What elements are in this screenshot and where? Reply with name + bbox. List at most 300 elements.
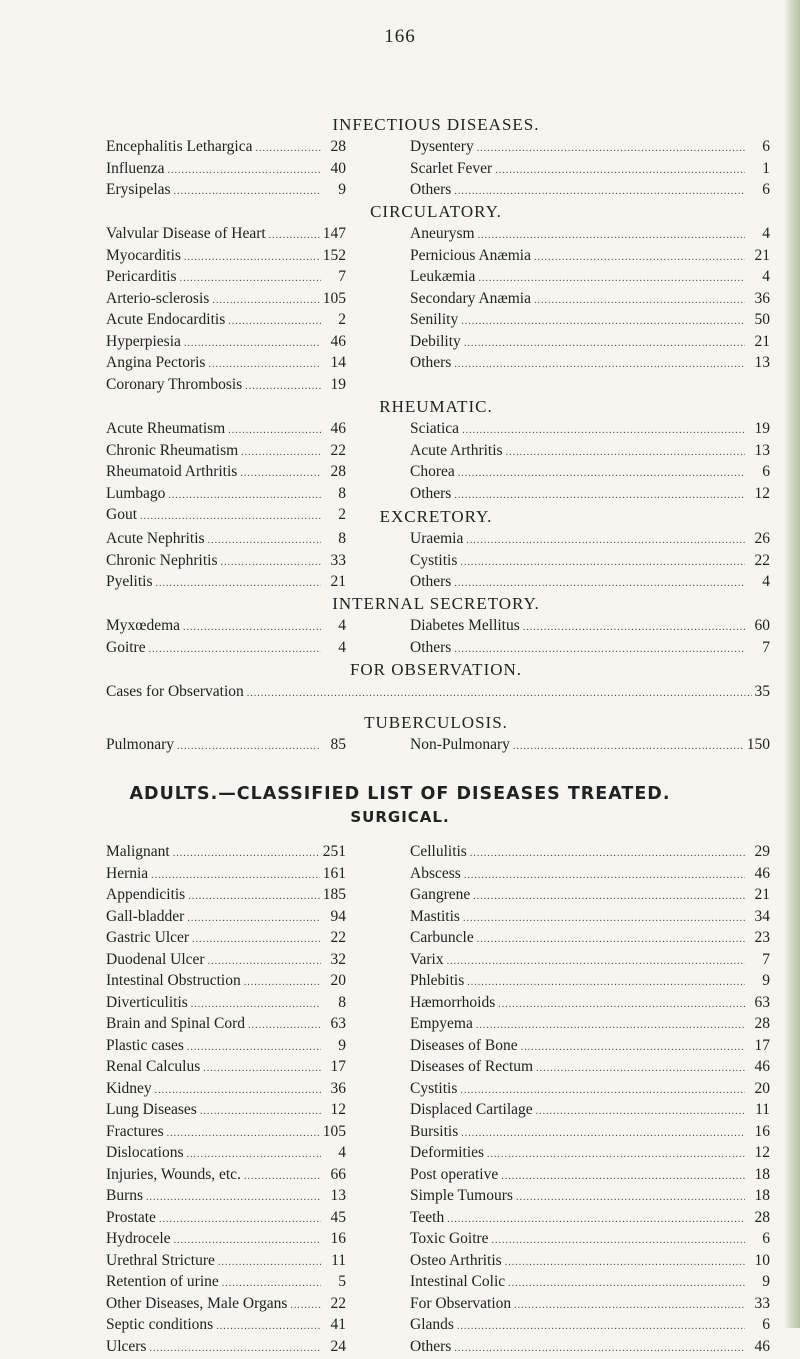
entry-label: Coronary Thrombosis bbox=[106, 374, 242, 396]
leader-dots bbox=[514, 1295, 745, 1317]
entry-value: 8 bbox=[324, 528, 346, 550]
table-row bbox=[106, 927, 766, 949]
leader-dots bbox=[478, 268, 745, 290]
table-row bbox=[106, 374, 766, 396]
right-entry bbox=[410, 906, 770, 930]
leader-dots bbox=[454, 639, 745, 661]
leader-dots bbox=[478, 225, 745, 247]
right-entry bbox=[410, 331, 770, 355]
entry-label: Displaced Cartilage bbox=[410, 1099, 533, 1121]
right-entry bbox=[410, 1121, 770, 1145]
table-row bbox=[106, 1035, 766, 1057]
right-entry bbox=[410, 1293, 770, 1317]
right-entry bbox=[410, 1250, 770, 1274]
table-row bbox=[106, 266, 766, 288]
entry-value: 29 bbox=[748, 841, 770, 863]
entry-label: Sciatica bbox=[410, 418, 459, 440]
entry-value: 152 bbox=[323, 245, 346, 267]
right-entry bbox=[410, 841, 770, 865]
right-entry bbox=[410, 1035, 770, 1059]
section-rows bbox=[106, 681, 766, 703]
leader-dots bbox=[174, 181, 321, 203]
table-row bbox=[106, 1271, 766, 1293]
left-entry bbox=[106, 992, 346, 1016]
entry-value: 34 bbox=[748, 906, 770, 928]
entry-label: Myocarditis bbox=[106, 245, 181, 267]
leader-dots bbox=[248, 1015, 321, 1037]
entry-label: Bursitis bbox=[410, 1121, 458, 1143]
entry-value: 85 bbox=[324, 734, 346, 756]
table-row bbox=[106, 681, 766, 703]
leader-dots bbox=[487, 1144, 745, 1166]
right-entry bbox=[410, 1078, 770, 1102]
entry-value: 6 bbox=[748, 461, 770, 483]
entry-label: Diverticulitis bbox=[106, 992, 188, 1014]
leader-dots bbox=[454, 181, 745, 203]
left-entry bbox=[106, 1099, 346, 1123]
entry-label: For Observation bbox=[410, 1293, 511, 1315]
table-row bbox=[106, 615, 766, 637]
section-internal-secretory bbox=[106, 593, 766, 658]
entry-label: Influenza bbox=[106, 158, 165, 180]
leader-dots bbox=[247, 683, 752, 705]
table-row bbox=[106, 461, 766, 483]
table-row bbox=[106, 418, 766, 440]
table-row bbox=[106, 288, 766, 310]
entry-value: 46 bbox=[748, 1056, 770, 1078]
entry-value: 9 bbox=[748, 1271, 770, 1293]
right-entry bbox=[410, 1336, 770, 1359]
leader-dots bbox=[187, 1037, 321, 1059]
table-row bbox=[106, 970, 766, 992]
leader-dots bbox=[255, 138, 321, 160]
entry-value: 2 bbox=[324, 309, 346, 331]
entry-value: 2 bbox=[324, 504, 346, 526]
entry-value: 150 bbox=[747, 734, 770, 756]
entry-label: Gout bbox=[106, 504, 137, 526]
entry-value: 28 bbox=[324, 136, 346, 158]
adults-title: ADULTS.—CLASSIFIED LIST OF DISEASES TREATED. bbox=[0, 784, 800, 804]
left-entry bbox=[106, 1271, 346, 1295]
leader-dots bbox=[477, 138, 745, 160]
entry-label: Lung Diseases bbox=[106, 1099, 197, 1121]
entry-value: 26 bbox=[748, 528, 770, 550]
table-row bbox=[106, 1185, 766, 1207]
table-row bbox=[106, 352, 766, 374]
entry-label: Intestinal Obstruction bbox=[106, 970, 241, 992]
entry-label: Abscess bbox=[410, 863, 461, 885]
entry-label: Goitre bbox=[106, 637, 146, 659]
leader-dots bbox=[188, 886, 320, 908]
section-rows bbox=[106, 615, 766, 658]
entry-value: 105 bbox=[323, 1121, 346, 1143]
entry-value: 105 bbox=[323, 288, 346, 310]
leader-dots bbox=[149, 639, 321, 661]
entry-value: 161 bbox=[323, 863, 346, 885]
leader-dots bbox=[208, 354, 321, 376]
left-entry bbox=[106, 841, 346, 865]
entry-value: 46 bbox=[748, 1336, 770, 1358]
leader-dots bbox=[173, 843, 320, 865]
entry-label: Mastitis bbox=[410, 906, 460, 928]
leader-dots bbox=[146, 1187, 321, 1209]
entry-label: Debility bbox=[410, 331, 461, 353]
table-row bbox=[106, 440, 766, 462]
table-row bbox=[106, 223, 766, 245]
entry-label: Leukæmia bbox=[410, 266, 475, 288]
adults-subtitle: SURGICAL. bbox=[0, 808, 800, 826]
leader-dots bbox=[466, 530, 745, 552]
entry-value: 46 bbox=[324, 331, 346, 353]
entry-value: 5 bbox=[324, 1271, 346, 1293]
entry-value: 60 bbox=[748, 615, 770, 637]
table-row bbox=[106, 1056, 766, 1078]
table-row bbox=[106, 1121, 766, 1143]
leader-dots bbox=[464, 865, 745, 887]
leader-dots bbox=[200, 1101, 321, 1123]
left-entry bbox=[106, 1185, 346, 1209]
entry-value: 22 bbox=[324, 1293, 346, 1315]
leader-dots bbox=[534, 290, 745, 312]
entry-label: Lumbago bbox=[106, 483, 165, 505]
leader-dots bbox=[508, 1273, 745, 1295]
table-row bbox=[106, 906, 766, 928]
entry-label: Phlebitis bbox=[410, 970, 464, 992]
right-entry bbox=[410, 734, 770, 758]
entry-value: 45 bbox=[324, 1207, 346, 1229]
entry-label: Chorea bbox=[410, 461, 455, 483]
entry-label: Dysentery bbox=[410, 136, 474, 158]
leader-dots bbox=[228, 420, 321, 442]
entry-value: 9 bbox=[324, 179, 346, 201]
entry-label: Brain and Spinal Cord bbox=[106, 1013, 245, 1035]
right-entry bbox=[410, 266, 770, 290]
table-row bbox=[106, 309, 766, 331]
leader-dots bbox=[155, 1080, 321, 1102]
entry-value: 1 bbox=[748, 158, 770, 180]
leader-dots bbox=[167, 1123, 320, 1145]
entry-value: 251 bbox=[323, 841, 346, 863]
table-row bbox=[106, 1013, 766, 1035]
entry-value: 19 bbox=[324, 374, 346, 396]
entry-value: 8 bbox=[324, 483, 346, 505]
leader-dots bbox=[513, 736, 744, 758]
entry-label: Prostate bbox=[106, 1207, 156, 1229]
leader-dots bbox=[290, 1295, 321, 1317]
table-row bbox=[106, 1078, 766, 1100]
entry-label: Others bbox=[410, 179, 451, 201]
right-entry bbox=[410, 223, 770, 247]
entry-label: Retention of urine bbox=[106, 1271, 219, 1293]
leader-dots bbox=[536, 1101, 745, 1123]
left-entry bbox=[106, 1336, 346, 1359]
entry-label: Teeth bbox=[410, 1207, 444, 1229]
left-entry bbox=[106, 906, 346, 930]
entry-label: Chronic Nephritis bbox=[106, 550, 218, 572]
entry-value: 12 bbox=[748, 483, 770, 505]
left-entry bbox=[106, 571, 346, 595]
entry-value: 185 bbox=[323, 884, 346, 906]
table-row bbox=[106, 1250, 766, 1272]
right-entry bbox=[410, 992, 770, 1016]
entry-label: Intestinal Colic bbox=[410, 1271, 505, 1293]
right-entry bbox=[410, 288, 770, 312]
left-entry bbox=[106, 223, 346, 247]
entry-value: 21 bbox=[748, 884, 770, 906]
table-row bbox=[106, 1099, 766, 1121]
section-rows bbox=[106, 223, 766, 395]
entry-value: 4 bbox=[748, 571, 770, 593]
entry-label: Gall-bladder bbox=[106, 906, 184, 928]
entry-label: Others bbox=[410, 1336, 451, 1358]
entry-label: Pericarditis bbox=[106, 266, 177, 288]
entry-value: 9 bbox=[748, 970, 770, 992]
section-heading: TUBERCULOSIS. bbox=[106, 712, 766, 734]
entry-value: 23 bbox=[748, 927, 770, 949]
left-entry bbox=[106, 1056, 346, 1080]
entry-value: 11 bbox=[324, 1250, 346, 1272]
entry-label: Cellulitis bbox=[410, 841, 467, 863]
right-entry bbox=[410, 863, 770, 887]
entry-label: Diseases of Bone bbox=[410, 1035, 518, 1057]
right-entry bbox=[410, 637, 770, 661]
table-row bbox=[106, 1228, 766, 1250]
entry-label: Senility bbox=[410, 309, 458, 331]
entry-value: 4 bbox=[324, 615, 346, 637]
leader-dots bbox=[534, 247, 745, 269]
entry-value: 36 bbox=[748, 288, 770, 310]
leader-dots bbox=[149, 1338, 321, 1359]
entry-value: 12 bbox=[748, 1142, 770, 1164]
entry-label: Cystitis bbox=[410, 1078, 457, 1100]
right-entry bbox=[410, 615, 770, 639]
left-entry bbox=[106, 637, 346, 661]
left-entry bbox=[106, 1207, 346, 1231]
section-excretory bbox=[106, 506, 766, 593]
leader-dots bbox=[460, 1080, 745, 1102]
right-entry bbox=[410, 1185, 770, 1209]
entry-label: Kidney bbox=[106, 1078, 152, 1100]
table-row bbox=[106, 1142, 766, 1164]
section-for-observation bbox=[106, 659, 766, 703]
leader-dots bbox=[180, 268, 321, 290]
left-entry bbox=[106, 331, 346, 355]
entry-value: 13 bbox=[748, 440, 770, 462]
table-row bbox=[106, 734, 766, 756]
leader-dots bbox=[183, 617, 321, 639]
left-entry bbox=[106, 884, 346, 908]
table-row bbox=[106, 884, 766, 906]
left-entry bbox=[106, 483, 346, 507]
leader-dots bbox=[495, 160, 745, 182]
right-entry bbox=[410, 418, 770, 442]
right-entry bbox=[410, 461, 770, 485]
entry-value: 10 bbox=[748, 1250, 770, 1272]
table-row bbox=[106, 1293, 766, 1315]
table-row bbox=[106, 550, 766, 572]
table-row bbox=[106, 863, 766, 885]
leader-dots bbox=[241, 442, 321, 464]
left-entry bbox=[106, 179, 346, 203]
table-row bbox=[106, 528, 766, 550]
left-entry bbox=[106, 734, 346, 758]
section-rows bbox=[106, 841, 766, 1357]
entry-label: Others bbox=[410, 571, 451, 593]
leader-dots bbox=[184, 247, 320, 269]
table-row bbox=[106, 1314, 766, 1336]
table-row bbox=[106, 992, 766, 1014]
entry-label: Hydrocele bbox=[106, 1228, 171, 1250]
leader-dots bbox=[461, 1123, 745, 1145]
leader-dots bbox=[168, 485, 321, 507]
leader-dots bbox=[505, 1252, 745, 1274]
entry-label: Encephalitis Lethargica bbox=[106, 136, 252, 158]
leader-dots bbox=[457, 1316, 745, 1338]
entry-value: 8 bbox=[324, 992, 346, 1014]
entry-label: Hæmorrhoids bbox=[410, 992, 495, 1014]
entry-value: 41 bbox=[324, 1314, 346, 1336]
entry-value: 21 bbox=[324, 571, 346, 593]
leader-dots bbox=[244, 972, 321, 994]
left-entry bbox=[106, 528, 346, 552]
section-circulatory bbox=[106, 201, 766, 395]
entry-label: Scarlet Fever bbox=[410, 158, 492, 180]
right-entry bbox=[410, 927, 770, 951]
entry-label: Cystitis bbox=[410, 550, 457, 572]
right-entry bbox=[410, 179, 770, 203]
entry-label: Gangrene bbox=[410, 884, 470, 906]
entry-label: Renal Calculus bbox=[106, 1056, 200, 1078]
table-row bbox=[106, 483, 766, 505]
entry-label: Acute Arthritis bbox=[410, 440, 503, 462]
leader-dots bbox=[244, 1166, 321, 1188]
left-entry bbox=[106, 1250, 346, 1274]
leader-dots bbox=[521, 1037, 745, 1059]
section-rows bbox=[106, 136, 766, 201]
right-entry bbox=[410, 528, 770, 552]
table-row bbox=[106, 1207, 766, 1229]
page-number: 166 bbox=[0, 26, 800, 48]
entry-label: Hyperpiesia bbox=[106, 331, 181, 353]
leader-dots bbox=[156, 573, 321, 595]
left-entry bbox=[106, 1228, 346, 1252]
entry-value: 24 bbox=[324, 1336, 346, 1358]
entry-value: 63 bbox=[324, 1013, 346, 1035]
entry-label: Deformities bbox=[410, 1142, 484, 1164]
left-entry bbox=[106, 1121, 346, 1145]
entry-label: Aneurysm bbox=[410, 223, 475, 245]
right-entry bbox=[410, 352, 770, 376]
section-heading: INTERNAL SECRETORY. bbox=[106, 593, 766, 615]
leader-dots bbox=[454, 573, 745, 595]
entry-label: Ulcers bbox=[106, 1336, 146, 1358]
section-heading: RHEUMATIC. bbox=[106, 396, 766, 418]
entry-value: 12 bbox=[324, 1099, 346, 1121]
leader-dots bbox=[462, 420, 745, 442]
right-entry bbox=[410, 440, 770, 464]
entry-value: 35 bbox=[755, 681, 771, 703]
leader-dots bbox=[454, 485, 745, 507]
entry-label: Rheumatoid Arthritis bbox=[106, 461, 237, 483]
left-entry bbox=[106, 309, 346, 333]
entry-label: Carbuncle bbox=[410, 927, 474, 949]
entry-label: Pyelitis bbox=[106, 571, 153, 593]
leader-dots bbox=[212, 290, 319, 312]
leader-dots bbox=[191, 994, 321, 1016]
entry-label: Varix bbox=[410, 949, 444, 971]
entry-label: Glands bbox=[410, 1314, 454, 1336]
table-row bbox=[106, 245, 766, 267]
entry-value: 4 bbox=[324, 637, 346, 659]
leader-dots bbox=[187, 908, 321, 930]
entry-label: Other Diseases, Male Organs bbox=[106, 1293, 287, 1315]
entry-label: Others bbox=[410, 483, 451, 505]
entry-label: Burns bbox=[106, 1185, 143, 1207]
leader-dots bbox=[221, 552, 322, 574]
section-rows bbox=[106, 734, 766, 756]
entry-value: 6 bbox=[748, 136, 770, 158]
leader-dots bbox=[470, 843, 745, 865]
entry-label: Pulmonary bbox=[106, 734, 174, 756]
entry-value: 16 bbox=[748, 1121, 770, 1143]
leader-dots bbox=[506, 442, 745, 464]
right-entry bbox=[410, 1207, 770, 1231]
leader-dots bbox=[151, 865, 320, 887]
leader-dots bbox=[463, 908, 745, 930]
leader-dots bbox=[523, 617, 745, 639]
entry-label: Fractures bbox=[106, 1121, 164, 1143]
entry-value: 4 bbox=[324, 1142, 346, 1164]
left-entry bbox=[106, 970, 346, 994]
leader-dots bbox=[454, 354, 745, 376]
entry-label: Acute Endocarditis bbox=[106, 309, 225, 331]
leader-dots bbox=[168, 160, 321, 182]
table-row bbox=[106, 637, 766, 659]
entry-value: 22 bbox=[324, 927, 346, 949]
left-entry bbox=[106, 1314, 346, 1338]
entry-value: 18 bbox=[748, 1185, 770, 1207]
leader-dots bbox=[184, 333, 321, 355]
leader-dots bbox=[464, 333, 745, 355]
left-entry bbox=[106, 1164, 346, 1188]
right-entry bbox=[410, 970, 770, 994]
entry-value: 36 bbox=[324, 1078, 346, 1100]
left-entry bbox=[106, 245, 346, 269]
entry-value: 46 bbox=[324, 418, 346, 440]
entry-value: 20 bbox=[324, 970, 346, 992]
section-heading: FOR OBSERVATION. bbox=[106, 659, 766, 681]
entry-label: Myxœdema bbox=[106, 615, 180, 637]
leader-dots bbox=[245, 376, 321, 398]
observation-entry bbox=[106, 681, 770, 705]
leader-dots bbox=[476, 1015, 745, 1037]
leader-dots bbox=[516, 1187, 745, 1209]
entry-label: Non-Pulmonary bbox=[410, 734, 510, 756]
right-entry bbox=[410, 949, 770, 973]
entry-value: 33 bbox=[324, 550, 346, 572]
section-heading: INFECTIOUS DISEASES. bbox=[106, 114, 766, 136]
entry-value: 16 bbox=[324, 1228, 346, 1250]
entry-label: Diseases of Rectum bbox=[410, 1056, 533, 1078]
entry-label: Diabetes Mellitus bbox=[410, 615, 520, 637]
entry-label: Erysipelas bbox=[106, 179, 171, 201]
entry-label: Secondary Anæmia bbox=[410, 288, 531, 310]
entry-value: 4 bbox=[748, 266, 770, 288]
left-entry bbox=[106, 615, 346, 639]
entry-label: Angina Pectoris bbox=[106, 352, 205, 374]
left-entry bbox=[106, 158, 346, 182]
section-heading: CIRCULATORY. bbox=[106, 201, 766, 223]
